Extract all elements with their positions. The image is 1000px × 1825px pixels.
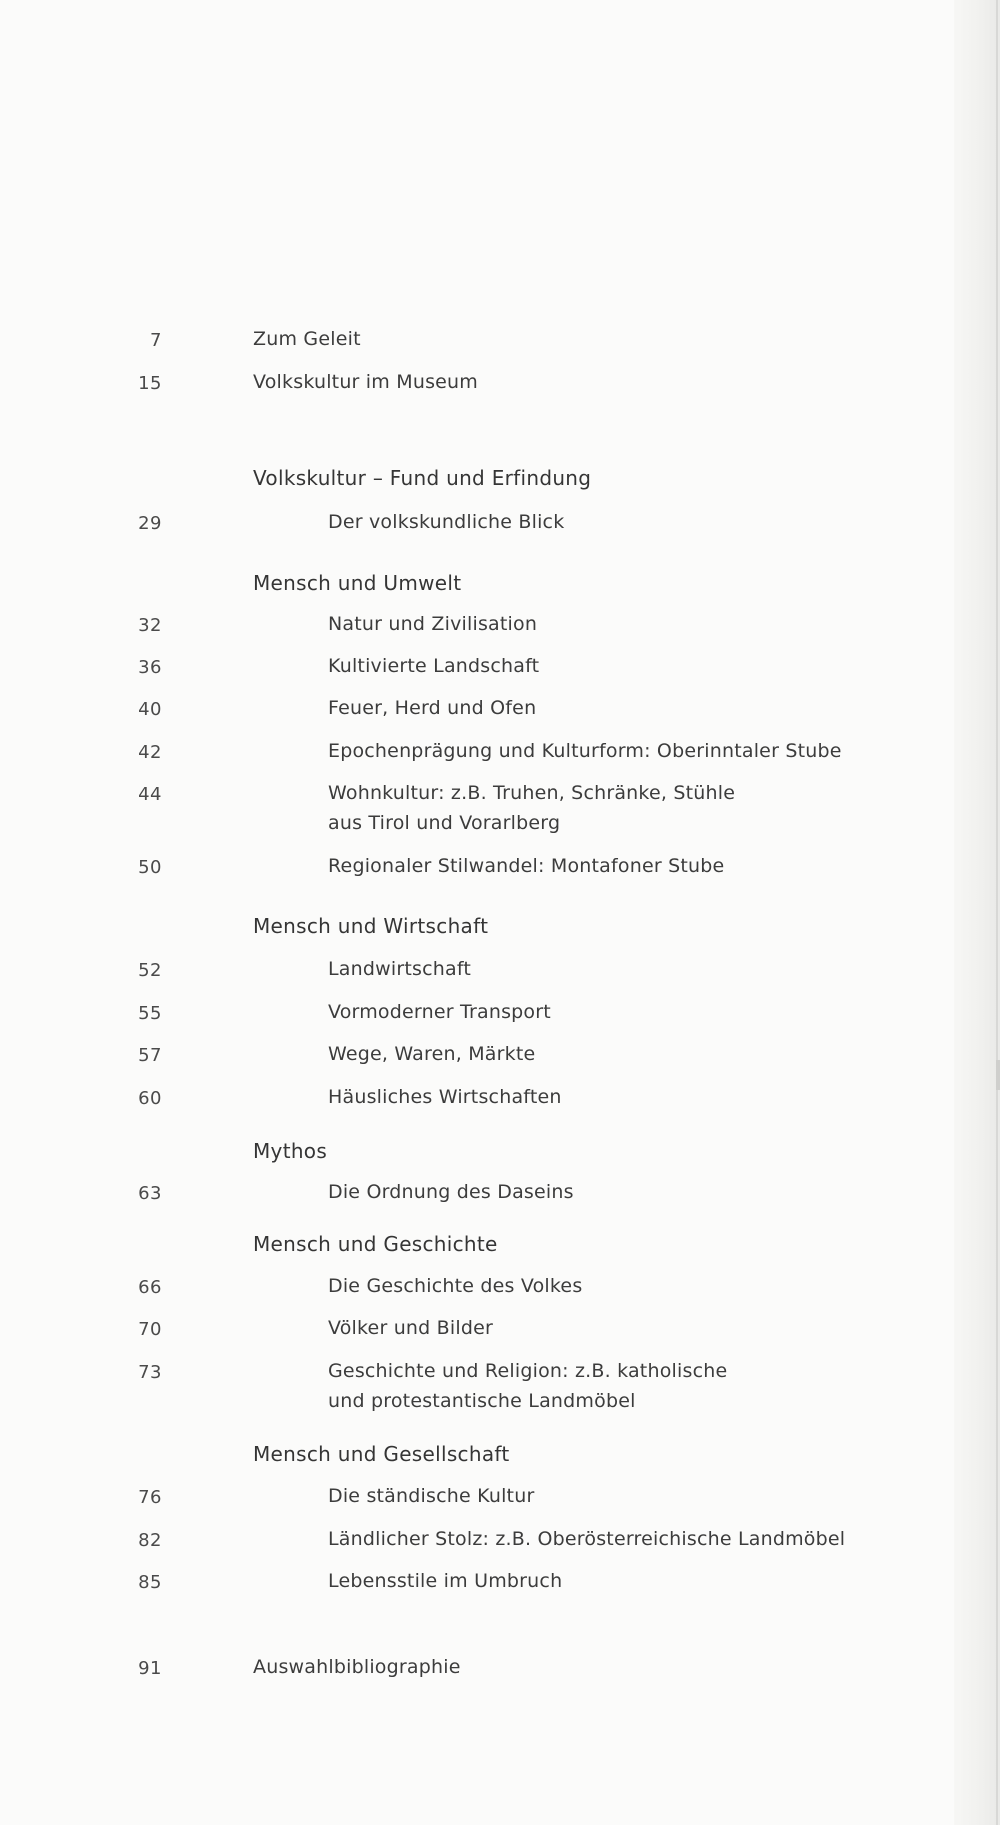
page-number: 91 [138,1658,162,1679]
page-edge-line [996,0,998,1825]
entry-title: Landwirtschaft [328,958,472,980]
page-edge-shadow [954,0,1000,1825]
entry-title-line-1: Geschichte und Religion: z.B. katholische [328,1360,728,1382]
section-heading: Mythos [253,1139,328,1163]
section-heading: Mensch und Geschichte [253,1232,498,1256]
page-number: 70 [138,1319,162,1340]
page-number: 42 [138,742,162,763]
page-number: 57 [138,1045,162,1066]
page-number: 36 [138,657,162,678]
entry-title: Die Geschichte des Volkes [328,1275,583,1297]
entry-title: Die ständische Kultur [328,1485,535,1507]
page-number: 76 [138,1487,162,1508]
section-heading: Mensch und Umwelt [253,571,462,595]
page-number: 15 [138,373,162,394]
page-number: 82 [138,1530,162,1551]
page-number: 40 [138,699,162,720]
page-number: 29 [138,513,162,534]
entry-title: Der volkskundliche Blick [328,511,565,533]
page-number: 32 [138,615,162,636]
page-number: 60 [138,1088,162,1109]
page-number: 44 [138,784,162,805]
page-number: 63 [138,1183,162,1204]
page-number: 73 [138,1362,162,1383]
entry-title: Zum Geleit [253,328,361,350]
page-edge-mark [996,1060,1000,1090]
page-number: 7 [150,330,162,351]
entry-title: Volkskultur im Museum [253,371,479,393]
page-number: 52 [138,960,162,981]
entry-title: Kultivierte Landschaft [328,655,540,677]
entry-title: Epochenprägung und Kulturform: Oberinntaler Stube [328,740,842,762]
entry-title-line-1: Wohnkultur: z.B. Truhen, Schränke, Stühle [328,782,736,804]
section-heading: Volkskultur – Fund und Erfindung [253,466,592,490]
section-heading: Mensch und Gesellschaft [253,1442,510,1466]
page-number: 55 [138,1003,162,1024]
entry-title: Auswahlbibliographie [253,1656,461,1678]
entry-title: Regionaler Stilwandel: Montafoner Stube [328,855,725,877]
page-number: 50 [138,857,162,878]
entry-title: Die Ordnung des Daseins [328,1181,574,1203]
entry-title-line-2: aus Tirol und Vorarlberg [328,812,561,834]
entry-title: Feuer, Herd und Ofen [328,697,537,719]
entry-title: Wege, Waren, Märkte [328,1043,536,1065]
page-number: 66 [138,1277,162,1298]
entry-title: Vormoderner Transport [328,1001,551,1023]
page-number: 85 [138,1572,162,1593]
entry-title: Natur und Zivilisation [328,613,538,635]
entry-title-line-2: und protestantische Landmöbel [328,1390,636,1412]
entry-title: Häusliches Wirtschaften [328,1086,562,1108]
entry-title: Völker und Bilder [328,1317,494,1339]
entry-title: Lebensstile im Umbruch [328,1570,563,1592]
section-heading: Mensch und Wirtschaft [253,914,489,938]
entry-title: Ländlicher Stolz: z.B. Oberösterreichische Landmöbel [328,1528,846,1550]
